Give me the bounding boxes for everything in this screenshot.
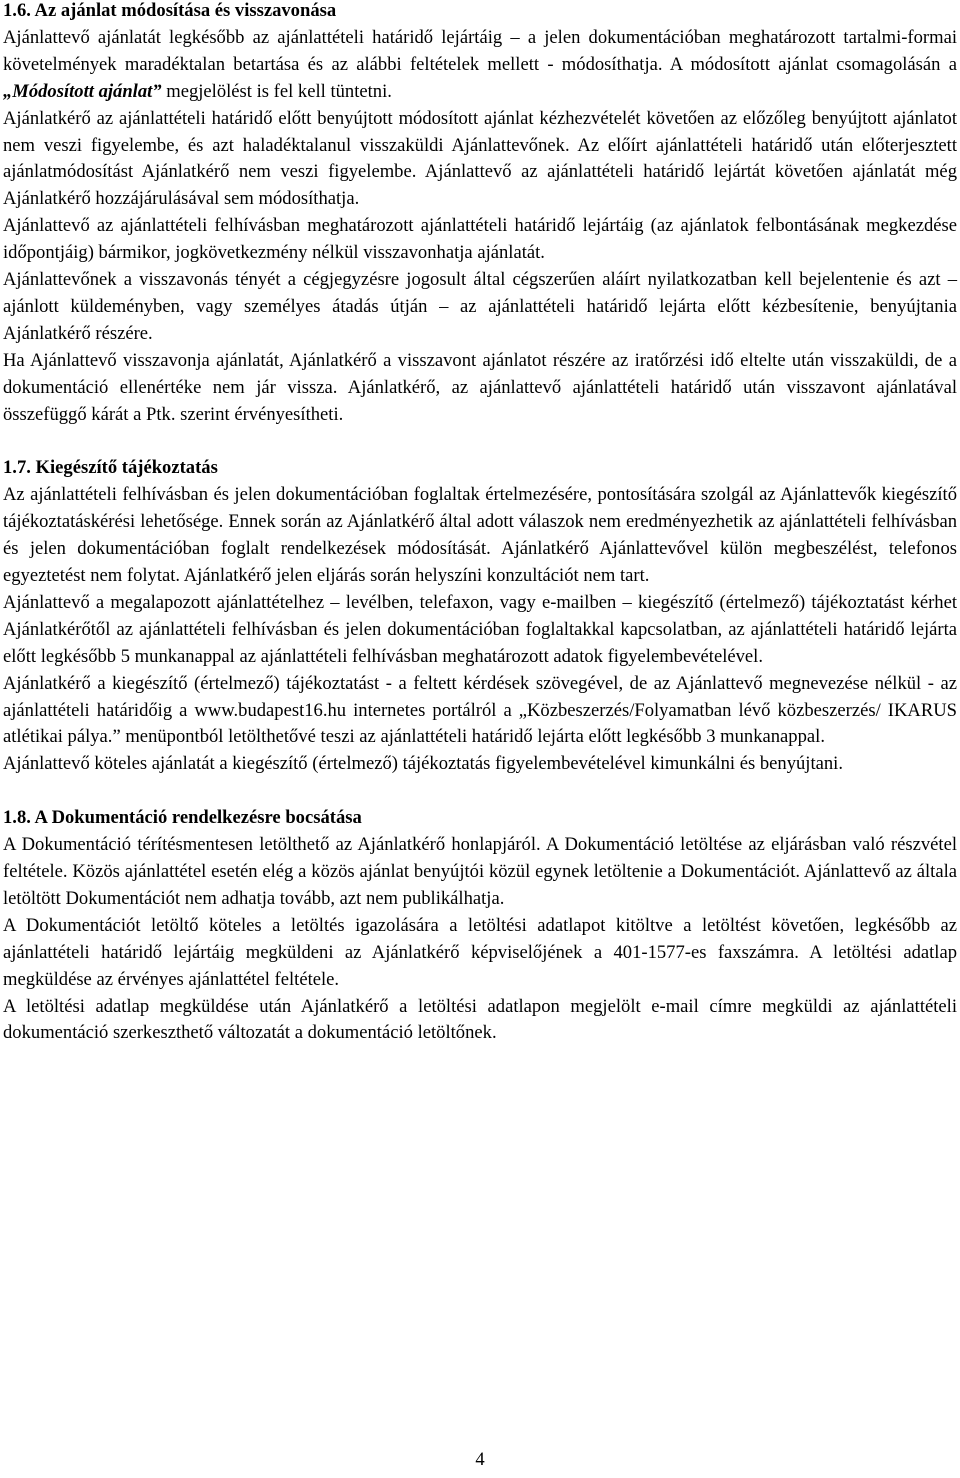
text-run: Ajánlattevő a megalapozott ajánlattételhez – levélben, telefaxon, vagy e-mailben – kiegészítő (értelmező) tájékoztatást kérhet Ajánlatkérőtől az ajánlattételi felhívásban és jelen dokumentációban foglaltakkal kapcsolatban, [3, 591, 957, 640]
text-run: az ajánlattételi határidő lejárta előtt legkésőbb 5 munkanappal [3, 618, 958, 667]
paragraph [3, 25, 957, 106]
page-number: 4 [475, 1449, 485, 1470]
text-run: ajánlattételi határidő lejárta előtt legkésőbb 3 munkanappal [380, 726, 821, 748]
text-run: Ajánlatkérő az ajánlattételi határidő előtt benyújtott módosított ajánlat kézhezvételét követően az előzőleg benyújtott ajánlatot nem veszi figyelembe, és azt haladéktalanul visszaküldi Ajánlattevőnek. Az előírt ajánlattételi határidő után előterjesztett ajánlatmódosítást Ajánlatkérő nem veszi figyelembe. Ajánlattevő az ajánlattételi határidő lejártát követően ajánlatát még Ajánlatkérő hozzájárulásával sem módosíthatja. [3, 107, 957, 210]
text-run: A Dokumentációt letöltő köteles a letöltés igazolására a letöltési adatlapot kitöltve a letöltést követően, legkésőbb az ajánlattételi határidő lejártáig megküldeni az Ajánlatkérő képviselőjének a 401-1577-es faxszámra. A letöltési adatlap megküldése az érvényes ajánlattétel feltétele. [3, 914, 957, 990]
text-run: Ajánlattevőnek a visszavonás tényét a cégjegyzésre jogosult által cégszerűen aláírt nyilatkozatban kell bejelentenie és azt – ajánlott küldeményben, vagy személyes átadás útján – az ajánlattételi határidő lejárta előtt kézbesítenie, benyújtania Ajánlatkérő részére. [3, 269, 957, 344]
section-heading-s18: 1.8. A Dokumentáció rendelkezésre bocsátása [3, 807, 362, 829]
paragraph [3, 267, 957, 348]
text-run: Ajánlatkérő a kiegészítő (értelmező) tájékoztatást - a feltett kérdések szövegével, de az Ajánlattevő megnevezése nélkül - az ajánlattételi határidőig a www.budapest16.hu internetes portálról a „Közbeszerzés/Folyamatban lévő közbeszerzés/ IKARUS atlétikai pálya.” menüpontból letölthetővé teszi az [3, 672, 957, 748]
text-run: Ajánlattevő ajánlatát legkésőbb az ajánlattételi határidő lejártáig – a jelen dokumentációban meghatározott tartalmi-formai követelmények maradéktalan betartása és az alábbi feltételek mellett - módosíthatja. A módosított ajánlat csomagolásán a [3, 26, 957, 75]
paragraph [3, 832, 957, 913]
section-heading-s16: 1.6. Az ajánlat módosítása és visszavonása [3, 0, 337, 21]
document-page [3, 0, 957, 1047]
paragraph [3, 913, 957, 994]
text-run: megjelölést is fel kell tüntetni. [161, 80, 392, 102]
paragraph [3, 106, 957, 214]
paragraph [3, 213, 957, 267]
section-spacer [3, 429, 957, 456]
paragraph [3, 751, 957, 778]
paragraph [3, 590, 957, 671]
section-spacer [3, 778, 957, 805]
text-run: A Dokumentáció térítésmentesen letölthető az Ajánlatkérő honlapjáról. A Dokumentáció letöltése az eljárásban való részvétel feltétele. Közös ajánlattétel esetén elég a közös ajánlat benyújtói közül egynek letöltenie a Dokumentációt. Ajánlattevő az általa letöltött Dokumentációt nem adhatja tovább, azt nem publikálhatja. [3, 834, 957, 909]
text-run: Ajánlattevő köteles ajánlatát a kiegészítő (értelmező) tájékoztatás figyelembevételével kimunkálni és benyújtani. [3, 753, 843, 775]
text-run: „Módosított ajánlat” [3, 80, 162, 102]
text-run: . [820, 726, 825, 748]
paragraph [3, 482, 957, 590]
text-run: az ajánlattételi felhívásban meghatározott adatok figyelembevételével. [234, 645, 763, 667]
paragraph [3, 348, 957, 429]
paragraph [3, 671, 957, 752]
text-run: Ha Ajánlattevő visszavonja ajánlatát, Ajánlatkérő a visszavont ajánlatot részére az iratőrzési idő eltelte után visszaküldi, de a dokumentáció ellenértéke nem jár vissza. Ajánlatkérő, az ajánlattevő ajánlattételi határidő után visszavont ajánlatával összefüggő kárát a Ptk. szerint érvényesítheti. [3, 349, 957, 425]
paragraph [3, 994, 957, 1048]
section-heading-s17: 1.7. Kiegészítő tájékoztatás [3, 457, 218, 479]
text-run: Az ajánlattételi felhívásban és jelen dokumentációban foglaltak értelmezésére, pontosítására szolgál az Ajánlattevők kiegészítő tájékoztatáskérési lehetősége. Ennek során az Ajánlatkérő által adott válaszok nem eredményezhetik az ajánlattételi felhívásban és jelen dokumentációban foglalt rendelkezések módosítását. Ajánlatkérő Ajánlattevővel külön megbeszélést, telefonos egyeztetést nem folytat. Ajánlatkérő jelen eljárás során helyszíni konzultációt nem tart. [3, 484, 957, 587]
text-run: A letöltési adatlap megküldése után Ajánlatkérő a letöltési adatlapon megjelölt e-mail címre megküldi az ajánlattételi dokumentáció szerkeszthető változatát a dokumentáció letöltőnek. [3, 995, 957, 1044]
text-run: Ajánlattevő az ajánlattételi felhívásban meghatározott ajánlattételi határidő lejártáig (az ajánlatok felbontásának megkezdése időpontjáig) bármikor, jogkövetkezmény nélkül visszavonhatja ajánlatát. [3, 215, 957, 264]
